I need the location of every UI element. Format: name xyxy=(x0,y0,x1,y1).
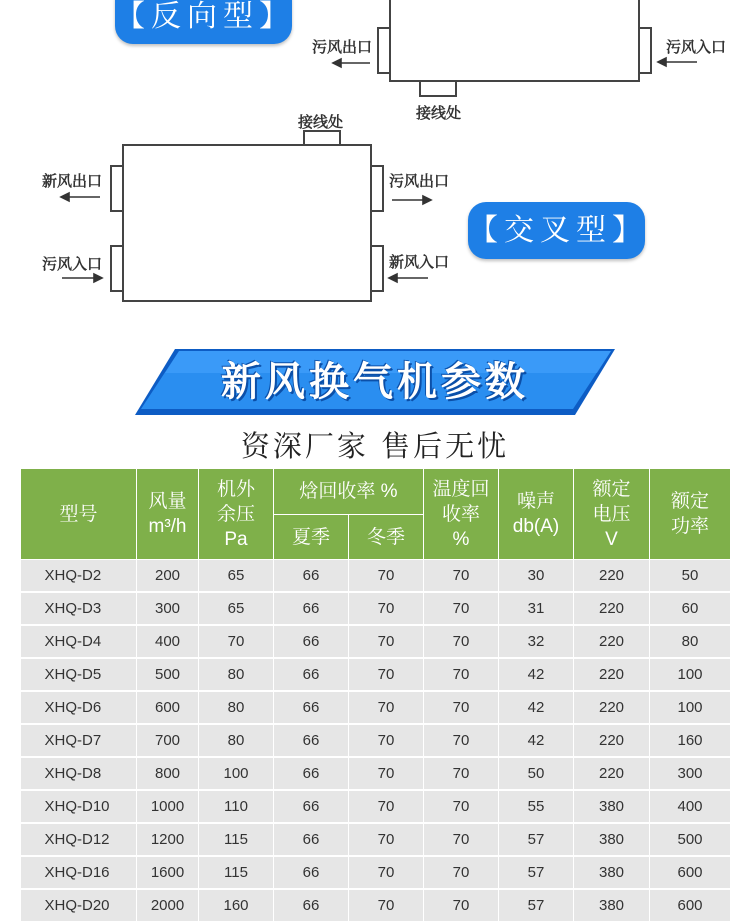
header-airflow-label: 风量 xyxy=(148,491,187,512)
value-cell: 70 xyxy=(424,592,499,625)
value-cell: 42 xyxy=(499,691,574,724)
header-airflow-unit: m³/h xyxy=(148,516,187,537)
spec-table-body xyxy=(21,560,731,923)
model-cell: XHQ-D6 xyxy=(21,691,137,724)
value-cell: 70 xyxy=(199,625,274,658)
header-noise-unit: db(A) xyxy=(512,516,560,537)
cross-fresh-in-label: 新风入口 xyxy=(389,253,450,271)
value-cell: 80 xyxy=(199,691,274,724)
value-cell: 600 xyxy=(650,889,731,922)
table-row xyxy=(21,625,731,658)
cross-wiring-label: 接线处 xyxy=(298,113,344,131)
header-voltage-label: 额定电压 xyxy=(592,478,631,525)
spec-table xyxy=(20,468,731,923)
value-cell: 70 xyxy=(424,691,499,724)
model-cell: XHQ-D4 xyxy=(21,625,137,658)
reverse-exhaust-in-label: 污风入口 xyxy=(666,38,727,56)
value-cell: 50 xyxy=(499,757,574,790)
header-airflow xyxy=(137,469,199,560)
value-cell: 700 xyxy=(137,724,199,757)
value-cell: 66 xyxy=(274,560,349,593)
value-cell: 1200 xyxy=(137,823,199,856)
value-cell: 70 xyxy=(424,560,499,593)
value-cell: 600 xyxy=(137,691,199,724)
table-row xyxy=(21,790,731,823)
value-cell: 70 xyxy=(424,823,499,856)
value-cell: 80 xyxy=(199,724,274,757)
value-cell: 220 xyxy=(574,691,650,724)
header-enthalpy: 焓回收率 % xyxy=(274,469,424,515)
cross-port-right-top xyxy=(371,166,383,211)
arrow-right-icon xyxy=(423,196,431,204)
model-cell: XHQ-D7 xyxy=(21,724,137,757)
value-cell: 65 xyxy=(199,592,274,625)
value-cell: 60 xyxy=(650,592,731,625)
value-cell: 200 xyxy=(137,560,199,593)
value-cell: 70 xyxy=(424,790,499,823)
value-cell: 66 xyxy=(274,757,349,790)
value-cell: 380 xyxy=(574,823,650,856)
header-noise xyxy=(499,469,574,560)
value-cell: 70 xyxy=(349,823,424,856)
value-cell: 400 xyxy=(137,625,199,658)
table-row xyxy=(21,856,731,889)
banner-subtitle: 资深厂家 售后无忧 xyxy=(240,429,510,463)
value-cell: 80 xyxy=(650,625,731,658)
value-cell: 66 xyxy=(274,823,349,856)
value-cell: 500 xyxy=(650,823,731,856)
header-temp-label: 温度回收率 xyxy=(432,478,490,525)
reverse-type-label: 【反向型】 xyxy=(115,0,292,44)
value-cell: 66 xyxy=(274,691,349,724)
value-cell: 32 xyxy=(499,625,574,658)
value-cell: 70 xyxy=(349,856,424,889)
value-cell: 70 xyxy=(349,757,424,790)
arrow-right-icon xyxy=(94,274,102,282)
reverse-wiring-label: 接线处 xyxy=(416,104,462,122)
arrow-left-icon xyxy=(389,274,397,282)
cross-port-left-bottom xyxy=(111,246,123,291)
value-cell: 66 xyxy=(274,658,349,691)
value-cell: 66 xyxy=(274,790,349,823)
value-cell: 55 xyxy=(499,790,574,823)
value-cell: 70 xyxy=(349,889,424,922)
model-cell: XHQ-D8 xyxy=(21,757,137,790)
model-cell: XHQ-D12 xyxy=(21,823,137,856)
value-cell: 50 xyxy=(650,560,731,593)
value-cell: 400 xyxy=(650,790,731,823)
header-pressure xyxy=(199,469,274,560)
table-row xyxy=(21,889,731,922)
value-cell: 380 xyxy=(574,856,650,889)
parameter-banner xyxy=(135,349,615,415)
value-cell: 220 xyxy=(574,658,650,691)
model-cell: XHQ-D5 xyxy=(21,658,137,691)
value-cell: 100 xyxy=(650,691,731,724)
value-cell: 115 xyxy=(199,856,274,889)
table-row xyxy=(21,592,731,625)
model-cell: XHQ-D10 xyxy=(21,790,137,823)
arrow-left-icon xyxy=(61,193,69,201)
model-cell: XHQ-D3 xyxy=(21,592,137,625)
cross-type-label: 【交叉型】 xyxy=(468,202,645,259)
value-cell: 220 xyxy=(574,592,650,625)
value-cell: 70 xyxy=(424,658,499,691)
value-cell: 220 xyxy=(574,757,650,790)
header-voltage xyxy=(574,469,650,560)
value-cell: 70 xyxy=(349,560,424,593)
cross-unit-body xyxy=(123,145,371,301)
cross-port-right-bottom xyxy=(371,246,383,291)
header-pressure-label: 机外余压 xyxy=(216,478,255,525)
reverse-exhaust-out-label: 污风出口 xyxy=(312,38,373,56)
value-cell: 100 xyxy=(199,757,274,790)
model-cell: XHQ-D16 xyxy=(21,856,137,889)
table-row xyxy=(21,658,731,691)
value-cell: 220 xyxy=(574,560,650,593)
table-row xyxy=(21,724,731,757)
value-cell: 70 xyxy=(349,790,424,823)
cross-type-diagram xyxy=(0,0,750,320)
value-cell: 70 xyxy=(349,658,424,691)
value-cell: 42 xyxy=(499,658,574,691)
header-pressure-unit: Pa xyxy=(224,528,248,550)
cross-exhaust-out-label: 污风出口 xyxy=(389,172,450,190)
cross-port-left-top xyxy=(111,166,123,211)
value-cell: 800 xyxy=(137,757,199,790)
table-row xyxy=(21,560,731,593)
value-cell: 57 xyxy=(499,856,574,889)
value-cell: 220 xyxy=(574,724,650,757)
value-cell: 70 xyxy=(424,889,499,922)
value-cell: 65 xyxy=(199,560,274,593)
value-cell: 70 xyxy=(349,691,424,724)
header-model: 型号 xyxy=(21,469,137,560)
value-cell: 300 xyxy=(650,757,731,790)
value-cell: 70 xyxy=(349,724,424,757)
header-summer: 夏季 xyxy=(274,515,349,560)
value-cell: 160 xyxy=(650,724,731,757)
value-cell: 66 xyxy=(274,592,349,625)
value-cell: 380 xyxy=(574,790,650,823)
value-cell: 66 xyxy=(274,856,349,889)
header-power xyxy=(650,469,731,560)
cross-exhaust-in-label: 污风入口 xyxy=(42,255,103,273)
value-cell: 70 xyxy=(424,757,499,790)
header-noise-label: 噪声 xyxy=(516,491,555,512)
value-cell: 70 xyxy=(424,856,499,889)
value-cell: 160 xyxy=(199,889,274,922)
value-cell: 1000 xyxy=(137,790,199,823)
value-cell: 66 xyxy=(274,625,349,658)
model-cell: XHQ-D20 xyxy=(21,889,137,922)
value-cell: 100 xyxy=(650,658,731,691)
value-cell: 57 xyxy=(499,823,574,856)
header-temp-recovery xyxy=(424,469,499,560)
value-cell: 30 xyxy=(499,560,574,593)
header-winter: 冬季 xyxy=(349,515,424,560)
value-cell: 110 xyxy=(199,790,274,823)
value-cell: 31 xyxy=(499,592,574,625)
value-cell: 70 xyxy=(424,724,499,757)
value-cell: 80 xyxy=(199,658,274,691)
value-cell: 70 xyxy=(424,625,499,658)
value-cell: 42 xyxy=(499,724,574,757)
value-cell: 2000 xyxy=(137,889,199,922)
cross-fresh-out-label: 新风出口 xyxy=(42,172,103,190)
header-voltage-unit: V xyxy=(605,528,618,550)
value-cell: 66 xyxy=(274,724,349,757)
cross-wiring-box xyxy=(304,131,340,145)
value-cell: 115 xyxy=(199,823,274,856)
header-temp-unit: % xyxy=(452,528,470,550)
value-cell: 600 xyxy=(650,856,731,889)
table-row xyxy=(21,823,731,856)
value-cell: 57 xyxy=(499,889,574,922)
value-cell: 1600 xyxy=(137,856,199,889)
table-row xyxy=(21,691,731,724)
value-cell: 300 xyxy=(137,592,199,625)
header-power-label: 额定功率 xyxy=(670,491,709,537)
value-cell: 66 xyxy=(274,889,349,922)
table-row xyxy=(21,757,731,790)
value-cell: 70 xyxy=(349,625,424,658)
value-cell: 220 xyxy=(574,625,650,658)
value-cell: 500 xyxy=(137,658,199,691)
value-cell: 70 xyxy=(349,592,424,625)
value-cell: 380 xyxy=(574,889,650,922)
model-cell: XHQ-D2 xyxy=(21,560,137,593)
banner-title: 新风换气机参数 xyxy=(221,359,529,405)
